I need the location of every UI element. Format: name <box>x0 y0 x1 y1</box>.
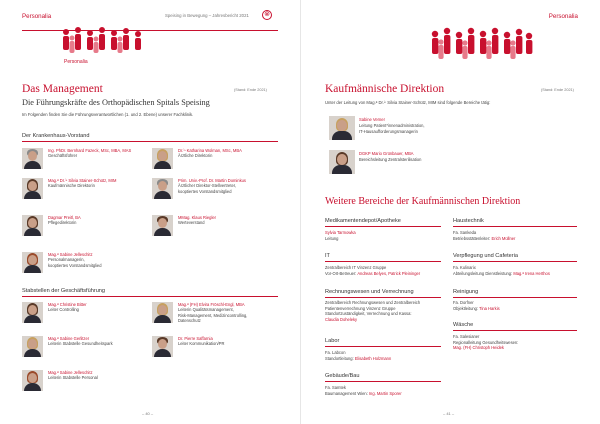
area-heading: Rechnungswesen und Verrechnung <box>325 289 414 295</box>
person-role: Leiterin Stabstelle Gesundheitspark <box>48 341 113 346</box>
person-name: Mag.ª Dr.ⁱⁿ Silvia Stainer-Schütz, MIM <box>48 178 117 183</box>
person-role: Ärztliche Direktorin <box>178 153 213 158</box>
area-rule <box>325 381 441 382</box>
portrait-photo <box>329 150 355 174</box>
portrait-photo <box>22 336 43 357</box>
person-name: Sabine Verner <box>359 117 385 122</box>
person-role: Pflegedirektorin <box>48 220 77 225</box>
area-heading: Haustechnik <box>453 218 484 224</box>
report-title: Speising in Bewegung – Jahresbericht 2021 <box>165 13 249 18</box>
portrait-photo <box>152 148 173 169</box>
page-number: – 41 – <box>443 411 455 416</box>
portrait-photo <box>152 178 173 199</box>
person-role: Ärztlicher Direktor-Stellvertreter, kooptiertes Vorstandsmitglied <box>178 183 237 194</box>
intro-text: Unter der Leitung von Mag.ª Dr.ⁱⁿ Silvia Stainer-Schütz, MIM sind folgende Bereiche tätig: <box>325 100 491 105</box>
area-details: Fa. Sankeda Betriebsstättenleiter: Erich Müllner <box>453 230 516 241</box>
area-heading: Medikamentendepot/Apotheke <box>325 218 401 224</box>
person-name: MMag. Klaus Riegler <box>178 215 216 220</box>
person-name: Mag.ª Christine Bitter <box>48 302 87 307</box>
area-rule <box>453 226 577 227</box>
page-number: – 40 – <box>142 411 154 416</box>
people-crowd-icon <box>427 24 535 64</box>
person-role: Leiter Controlling <box>48 307 79 312</box>
area-rule <box>325 346 441 347</box>
area-details: Fa. Labcon Standortleitung: Elisabeth Holzmann <box>325 350 392 361</box>
person-role: Werteverstand <box>178 220 205 225</box>
person-name: Dr. Pierre Saffarnia <box>178 336 213 341</box>
area-details: Fa. Samtek Baumanagement Wien: Ing. Martin Sporer <box>325 385 402 396</box>
stab-rule <box>22 296 278 297</box>
page-title: Das Management <box>22 83 103 95</box>
area-heading: Labor <box>325 338 340 344</box>
right-page <box>300 0 600 424</box>
area-details: Fa. Dorfner Objektleitung: Tina Harkis <box>453 300 500 311</box>
page-subtitle: Die Führungskräfte des Orthopädischen Spitals Speising <box>22 98 210 107</box>
area-details: Zentralbereich IT Vinzenz Gruppe Vor-Ort-Betreuer: Andreas Belyes, Patrick Pleininger <box>325 265 421 276</box>
person-name: Mag.ª Sabine Jelleschitz <box>48 370 93 375</box>
vorstand-heading: Der Krankenhaus-Vorstand <box>22 133 90 139</box>
person-name: Dr.ⁱⁿ Katharina Wolman, MSc, MBA <box>178 148 242 153</box>
area-rule <box>453 297 577 298</box>
intro-text: Im Folgenden finden Sie die Führungsverantwortlichen (1. und 2. Ebene) unserer Fachklinik. <box>22 112 194 117</box>
person-name: Mag.ª Sabine Gerlitzer <box>48 336 90 341</box>
section-label: Personalia <box>22 13 52 20</box>
portrait-photo <box>22 302 43 323</box>
portrait-photo <box>152 336 173 357</box>
portrait-photo <box>22 215 43 236</box>
person-role: Leiterin Qualitätsmanagement, Risk-Management, Medizincontrolling, Datenschutz <box>178 307 248 324</box>
person-role: Bereichsleitung Zentralsterilisation <box>359 157 422 162</box>
person-name: Mag.ª (FH) Elvira Fröschl-Engl, MBA <box>178 302 245 307</box>
area-heading: Reinigung <box>453 289 479 295</box>
stand-date: (Stand: Ende 2021) <box>541 88 574 92</box>
person-role: Leiterin Stabstelle Personal <box>48 375 98 380</box>
portrait-photo <box>22 252 43 273</box>
people-crowd-icon <box>56 24 146 58</box>
logo-icon: ⊗ <box>262 10 272 20</box>
person-name: Dagmar Preitl, BA <box>48 215 81 220</box>
person-name: Ing. PhDr. Bernhard Fazeck, MSc, MBA, MAS <box>48 148 132 153</box>
portrait-photo <box>22 370 43 391</box>
crowd-caption: Personalia <box>64 59 88 65</box>
area-details: Fa. Salesianer Regionalleitung Gesundheitswesen: Mag. (FH) Christoph Heidek <box>453 334 519 351</box>
portrait-photo <box>152 302 173 323</box>
stab-heading: Stabstellen der Geschäftsführung <box>22 288 106 294</box>
vorstand-rule <box>22 141 278 142</box>
portrait-photo <box>329 116 355 140</box>
person-role: Geschäftsführer <box>48 153 78 158</box>
person-role: Personalmanagerin, kooptiertes Vorstandsmitglied <box>48 257 102 268</box>
area-rule <box>453 330 577 331</box>
portrait-photo <box>152 215 173 236</box>
section-label: Personalia <box>548 13 578 20</box>
area-rule <box>325 226 441 227</box>
area-details: Zentralbereich Rechnungswesen und Zentralbereich Patientenverrechnung Vinzenz Gruppe Standortzuständigkeit, Verrechnung und Kassa: Claudia Doheleky <box>325 300 421 322</box>
area-details: Sylvia Tarmowka Leitung <box>325 230 356 241</box>
person-card <box>329 150 355 174</box>
area-rule <box>325 261 441 262</box>
area-heading: Gebäude/Bau <box>325 373 360 379</box>
stand-date: (Stand: Ende 2021) <box>234 88 267 92</box>
area-heading: IT <box>325 253 330 259</box>
portrait-photo <box>22 178 43 199</box>
area-heading: Wäsche <box>453 322 474 328</box>
person-role: Leiter Kommunikation/PR <box>178 341 225 346</box>
area-rule <box>453 261 577 262</box>
person-card <box>329 116 355 140</box>
area-rule <box>325 297 441 298</box>
page-title: Kaufmännische Direktion <box>325 83 445 95</box>
person-role: Kaufmännische Direktorin <box>48 183 95 188</box>
area-details: Fa. Kulinarix Abteilungsleitung Dienstleistung: Mag.ª Irena Herthos <box>453 265 550 276</box>
person-name: Mag.ª Sabine Jelleschitz <box>48 252 93 257</box>
person-name: DGKP Mario Grünbauer, MBA <box>359 151 414 156</box>
person-role: Leitung Patient*innenadministration, IT-Hausaufforderungsmanagerin <box>359 123 425 134</box>
section-title: Weitere Bereiche der Kaufmännischen Direktion <box>325 196 521 207</box>
portrait-photo <box>22 148 43 169</box>
person-name: Prim. Univ.-Prof. Dr. Martin Dominkus <box>178 178 246 183</box>
area-heading: Verpflegung und Cafeteria <box>453 253 518 259</box>
